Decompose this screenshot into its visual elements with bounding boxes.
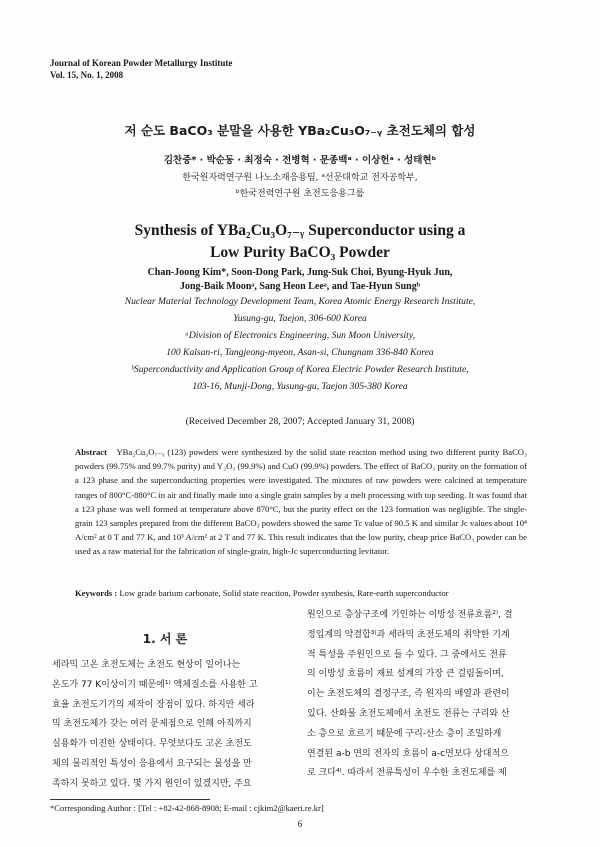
body-line: 로 크다⁴⁾. 따라서 전류특성이 우수한 초전도체를 제 (307, 768, 507, 779)
korean-authors: 김찬중* · 박순동 · 최정숙 · 전병혁 · 문종백ᵃ · 이상헌ᵃ · 성태현ᵇ (163, 155, 437, 166)
body-line: 족하지 못하고 있다. 몇 가지 원인이 있겠지만, 주요 (52, 778, 252, 789)
keywords-label: Keywords : (75, 588, 118, 598)
english-affiliation-line: Nuclear Material Technology Development Team, Korea Atomic Energy Research Institute, (124, 296, 476, 307)
corresponding-author-footnote: *Corresponding Author : [Tel : +82-42-868-8908; E-mail : cjkim2@kaeri.re.kr] (50, 803, 324, 813)
body-line: 있다. 산화물 초전도체에서 초전도 전류는 구리와 산 (307, 708, 510, 719)
english-title-line: Low Purity BaCO₃ Powder (210, 244, 390, 261)
english-title-line: Synthesis of YBa₂Cu₃O₇₋ᵧ Superconductor using a (134, 222, 466, 239)
footnote-divider (50, 799, 210, 800)
journal-header (50, 57, 232, 81)
body-line: 믹 초전도체가 갖는 여러 문제점으로 인해 아직까지 (52, 719, 252, 730)
journal-volume: Vol. 15, No. 1, 2008 (50, 70, 124, 80)
body-column-right (307, 606, 550, 784)
korean-affiliation-line: 한국원자력연구원 나노소재응용팀, ᵃ선문대학교 전자공학부, (182, 173, 418, 183)
body-line: 체의 물리적인 특성이 응용에서 요구되는 물성을 만 (52, 758, 252, 769)
body-line: 세라믹 고온 초전도체는 초전도 현상이 일어나는 (52, 660, 241, 670)
english-affiliation-line: ᵇSuperconductivity and Application Group of Korea Electric Powder Research Institute, (131, 364, 469, 375)
korean-affiliation-line: ᵇ한국전력연구원 초전도응용그룹 (235, 189, 365, 199)
body-line: 정입계의 약결합³⁾과 세라믹 초전도체의 취약한 기계 (307, 629, 510, 640)
english-affiliation-line: 100 Kalsan-ri, Tangjeong-myeon, Asan-si, Chungnam 336-840 Korea (166, 347, 434, 358)
abstract-text: YBa₂Cu₃O₇₋ᵧ (123) powders were synthesized by the solid state reaction method using two different purity BaCO₃ powders (99.75% and 99.7% purity) and Y₂O₃ (99.9%) and CuO (99.9%) powders. The effect of BaCO₃ purity on the formation of a 123 phase and the superconducting properties were investigated. The mixtures of raw powders were calcined at temperature ranges of 800°C-880°C in air and finally made into a single grain samples by a melt processing with top seeding. It was found that a 123 phase was well formed at temperature above 870°C, but the purity effect on the 123 formation was negligible. The single-grain 123 samples prepared from the different BaCO₃ powders showed the same Tc value of 90.5 K and similar Jc values about 10⁴ A/cm² at 0 T and 77 K, and 10³ A/cm² at 2 T and 77 K. This result indicates that the low purity, cheap price BaCO₃ powder can be used as a raw material for the fabrication of single-grain, high-Jc superconducting levitator. (75, 447, 527, 557)
keywords-text: Low grade barium carbonate, Solid state reaction, Powder synthesis, Rare-earth superconductor (119, 588, 449, 598)
body-line: 적 특성을 주원인으로 들 수 있다. 그 중에서도 전류 (307, 649, 507, 660)
body-line: 연결된 a-b 면의 전자의 흐름이 a-c면보다 상대적으 (307, 748, 509, 759)
english-title (0, 220, 600, 264)
received-dates: (Received December 28, 2007; Accepted January 31, 2008) (185, 416, 415, 427)
english-authors-line: Chan-Joong Kim*, Soon-Dong Park, Jung-Suk Choi, Byung-Hyuk Jun, (147, 267, 453, 278)
body-line: 의 이방성 흐름이 재료 설계의 가장 큰 걸림돌이며, (307, 669, 504, 680)
abstract-label: Abstract (75, 447, 107, 457)
english-affiliation-line: Yusung-gu, Taejon, 306-600 Korea (233, 313, 367, 324)
section-title: 1. 서 론 (142, 632, 188, 646)
body-line: 온도가 77 K이상이기 때문에¹⁾ 액체질소를 사용한 고 (52, 679, 258, 690)
english-affiliation-line: ᵃDivision of Electronics Engineering, Sun Moon University, (185, 330, 415, 341)
english-authors (0, 266, 600, 294)
keywords (75, 588, 545, 598)
body-line: 효율 초전도기기의 제작이 장점이 있다. 하지만 세라 (52, 699, 255, 710)
journal-name: Journal of Korean Powder Metallurgy Institute (50, 58, 233, 68)
english-authors-line: Jong-Baik Moonᵃ, Sang Heon Leeᵃ, and Tae-Hyun Sungᵇ (180, 281, 420, 292)
body-line: 소 층으로 흐르기 때문에 구리-산소 층이 조밀하게 (307, 728, 502, 739)
page-number: 6 (297, 819, 303, 829)
english-affiliation-line: 103-16, Munji-Dong, Yusung-gu, Taejon 305-380 Korea (192, 381, 408, 392)
body-line: 이는 초전도체의 결정구조, 즉 원자의 배열과 관련이 (307, 689, 510, 700)
body-line: 실용화가 미진한 상태이다. 무엇보다도 고온 초전도 (52, 739, 252, 750)
body-line: 원인으로 층상구조에 기인하는 이방성 전류흐름²⁾, 결 (307, 610, 513, 620)
abstract (75, 445, 527, 559)
body-column-left (52, 656, 295, 795)
korean-title: 저 순도 BaCO₃ 분말을 사용한 YBa₂Cu₃O₇₋ᵧ 초전도체의 합성 (124, 123, 476, 138)
